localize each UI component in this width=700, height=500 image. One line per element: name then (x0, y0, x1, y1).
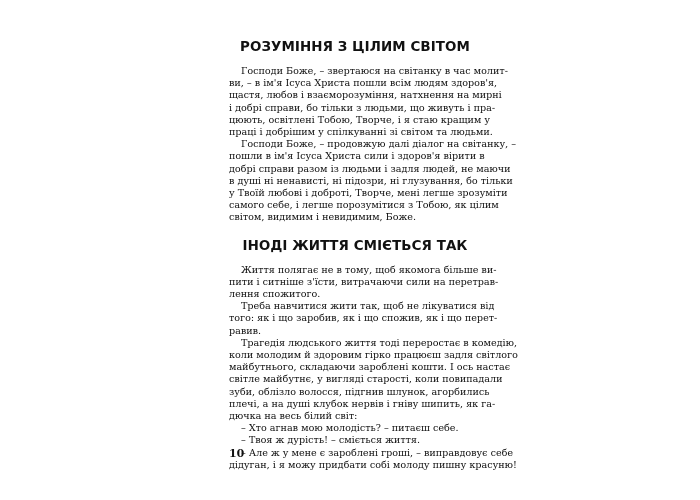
text-line: лення спожитого. (229, 289, 321, 301)
text-line: пошли в ім'я Ісуса Христа сили і здоров'я вірити в (229, 151, 485, 163)
dialog-line: – Твоя ж дурість! – сміється життя. (241, 435, 421, 447)
text-line: добрі справи разом із людьми і задля людей, не маючи (229, 163, 511, 175)
section-title-understanding: РОЗУМІННЯ З ЦІЛИМ СВІТОМ (240, 40, 470, 55)
text-line: і добрі справи, бо тільки з людьми, що живуть і пра- (229, 102, 496, 114)
paragraph (229, 301, 498, 338)
text-line: світле майбутнє, у вигляді старості, коли повипадали (229, 374, 503, 386)
text-line: равив. (229, 325, 262, 337)
text-line: Трагедія людського життя тоді переростає в комедію, (241, 337, 518, 349)
text-line: щастя, любов і взаєморозуміння, натхнення на мирні (229, 90, 502, 102)
text-line: ви, – в ім'я Ісуса Христа пошли всім людям здоров'я, (229, 78, 498, 90)
text-line: світом, видимим і невидимим, Боже. (229, 212, 417, 224)
text-line: майбутнього, складаючи зароблені кошти. І ось настає (229, 362, 511, 374)
paragraph (229, 447, 517, 472)
paragraph (229, 264, 499, 302)
text-line: того: як і що заробив, як і що спожив, як і що перет- (229, 313, 498, 325)
dialog (229, 423, 481, 447)
paragraph (229, 66, 508, 139)
text-line: праці і добрішим у спілкуванні зі світом та людьми. (229, 127, 493, 139)
section-title-life-laughs: ІНОДІ ЖИТТЯ СМІЄТЬСЯ ТАК (242, 238, 468, 254)
text-line: Життя полягає не в тому, щоб якомога більше ви- (241, 264, 497, 276)
text-line: дідуган, і я можу придбати собі молоду пишну красуню! (229, 459, 517, 471)
text-line: пити і ситніше з'їсти, витрачаючи сили на перетрав- (229, 276, 499, 288)
text-line: дючка на весь білий світ: (229, 411, 358, 423)
text-line: Господи Боже, – продовжую далі діалог на світанку, – (241, 139, 517, 151)
dialog-line: – Хто агнав мою молодість? – питаєш себе. (241, 423, 459, 435)
text-line: Господи Боже, – звертаюся на світанку в час молит- (241, 66, 508, 77)
paragraph (229, 139, 517, 224)
text-line: у Твоїй любові і доброті, Творче, мені легше зрозуміти (229, 188, 508, 200)
text-line: зуби, облізло волосся, підгнив шлунок, агорбились (229, 386, 490, 398)
text-column (229, 40, 518, 472)
text-line: Треба навчитися жити так, щоб не лікуватися від (241, 301, 495, 313)
text-line: коли молодим й здоровим гірко працюєш задля світлого (229, 350, 518, 362)
text-line: самого себе, і легше порозумітися з Тобою, як цілим (229, 200, 499, 212)
text-line: цюють, освітлені Тобою, Творче, і я стаю кращим у (229, 114, 491, 126)
text-line: в душі ні ненависті, ні підозри, ні глузування, бо тільки (229, 175, 513, 187)
text-line: – Але ж у мене є зароблені гроші, – виправдовує себе (241, 447, 514, 459)
paragraph (229, 337, 518, 423)
page-number: 10 (229, 447, 245, 460)
text-line: плечі, а на душі клубок нервів і гніву шипить, як га- (229, 398, 496, 410)
